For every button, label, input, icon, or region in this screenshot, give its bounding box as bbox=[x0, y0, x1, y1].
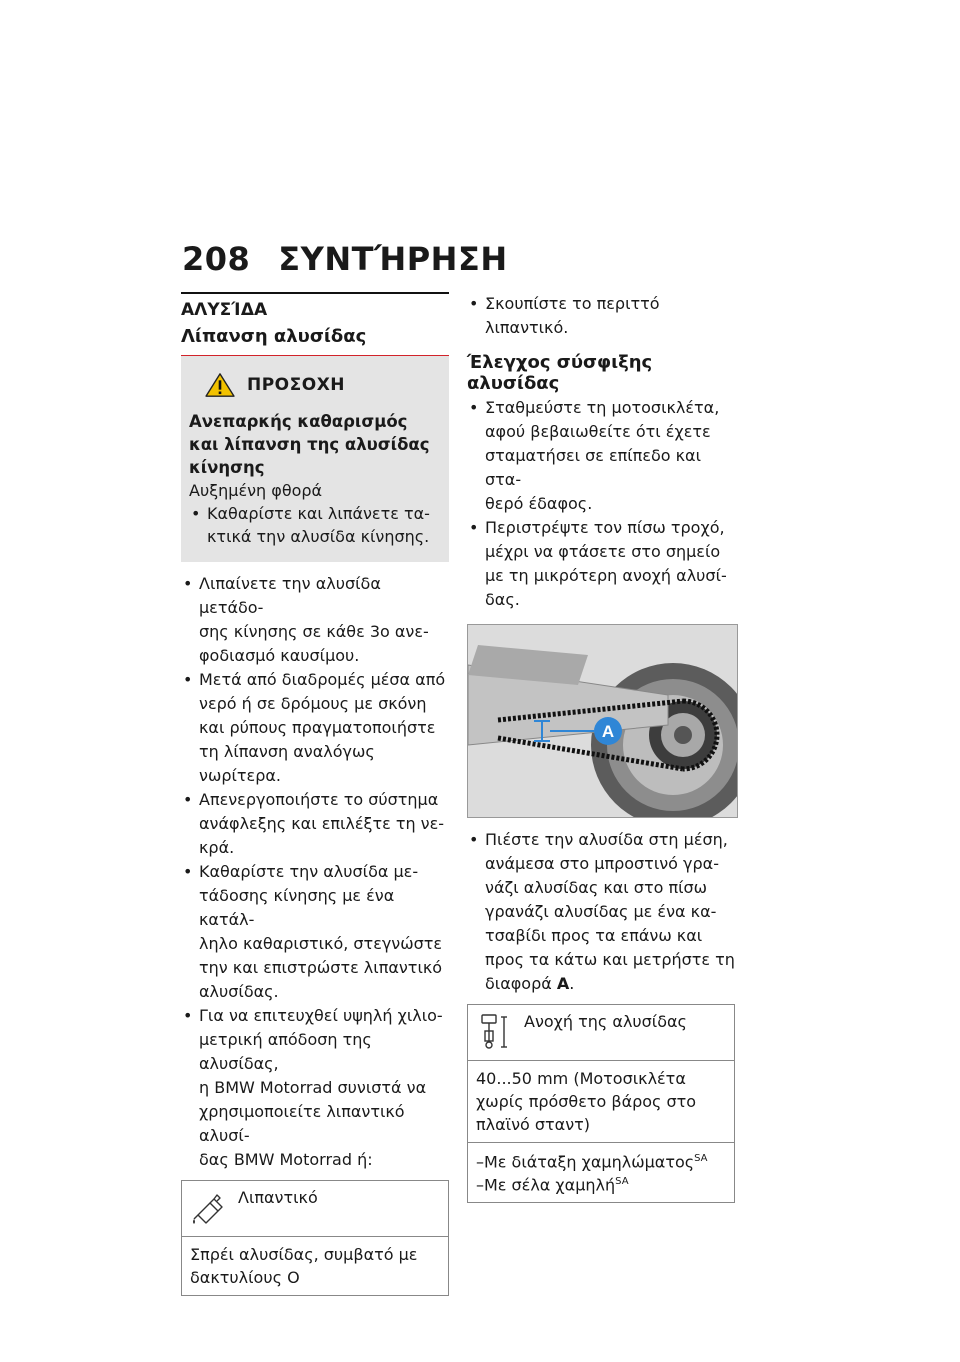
text-line: κτικά την αλυσίδα κίνησης. bbox=[207, 527, 430, 546]
chain-slack-spec-header bbox=[468, 1005, 734, 1061]
condition-text: –Με σέλα χαμηλή bbox=[476, 1175, 616, 1195]
text-line: αλυσίδας. bbox=[199, 982, 279, 1001]
text-fragment: . bbox=[569, 974, 575, 993]
list-item bbox=[467, 516, 735, 612]
text-line: ανάφλεξης και επιλέξτε τη νε- bbox=[199, 814, 445, 833]
text-line: φοδιασμό καυσίμου. bbox=[199, 646, 360, 665]
lubricant-spec-header bbox=[182, 1181, 448, 1237]
chain-photo bbox=[467, 624, 738, 818]
page-number: 208 bbox=[182, 240, 251, 278]
motorcycle-rear-illustration bbox=[468, 625, 737, 817]
caution-header bbox=[189, 370, 439, 400]
text-line: • Περιστρέψτε τον πίσω τροχό, bbox=[485, 518, 725, 537]
list-item bbox=[467, 828, 735, 996]
text-line: χρησιμοποιείτε λιπαντικό αλυσί- bbox=[199, 1102, 405, 1145]
measure-step bbox=[467, 828, 735, 996]
text-line: • Σταθμεύστε τη μοτοσικλέτα, bbox=[485, 398, 720, 417]
lubricant-label: Λιπαντικό bbox=[238, 1188, 318, 1207]
text-line: νάζι αλυσίδας και στο πίσω bbox=[485, 878, 708, 897]
text-line: δας BMW Motorrad ή: bbox=[199, 1150, 373, 1169]
oil-can-icon bbox=[190, 1187, 230, 1227]
sa-badge: SA bbox=[615, 1176, 629, 1188]
caution-title-line: κίνησης bbox=[189, 458, 265, 477]
text-line: μέχρι να φτάσετε στο σημείο bbox=[485, 542, 721, 561]
text-line: τσαβίδι προς τα επάνω και bbox=[485, 926, 703, 945]
text-line: δακτυλίους O bbox=[190, 1268, 300, 1287]
section-title: ΑΛΥΣΊΔΑ bbox=[181, 292, 449, 322]
list-item bbox=[181, 572, 449, 668]
chain-slack-value bbox=[468, 1061, 734, 1143]
text-line: • Απενεργοποιήστε το σύστημα bbox=[199, 790, 439, 809]
text-line: χωρίς πρόσθετο βάρος στο bbox=[476, 1092, 697, 1111]
chain-slack-spec-box bbox=[467, 1004, 735, 1203]
condition-text: –Με διάταξη χαμηλώματος bbox=[476, 1152, 695, 1172]
list-item: • Σκουπίστε το περιττό λιπαντικό. bbox=[467, 292, 735, 340]
subsection-title-lubrication: Λίπανση αλυσίδας bbox=[181, 326, 449, 356]
caution-action-item bbox=[189, 502, 439, 548]
warning-triangle-icon bbox=[203, 372, 237, 398]
text-line: • Λιπαίνετε την αλυσίδα μετάδο- bbox=[199, 574, 381, 617]
text-line: ληλο καθαριστικό, στεγνώστε bbox=[199, 934, 443, 953]
right-column bbox=[467, 292, 735, 1203]
left-column bbox=[181, 292, 449, 1296]
reference-a: A bbox=[556, 974, 570, 993]
list-item bbox=[181, 788, 449, 860]
condition-item bbox=[476, 1172, 726, 1195]
subsection-title-chain-slack: Έλεγχος σύσφιξης αλυσίδας bbox=[467, 352, 653, 394]
callout-a: A bbox=[601, 722, 615, 741]
text-line: θερό έδαφος. bbox=[485, 494, 593, 513]
list-item bbox=[467, 396, 735, 516]
list-item bbox=[181, 860, 449, 1004]
text-line: ανάμεσα στο μπροστινό γρα- bbox=[485, 854, 719, 873]
text-line: και ρύπους πραγματοποιήστε bbox=[199, 718, 436, 737]
lubricant-spec-box bbox=[181, 1180, 449, 1296]
text-line: η BMW Motorrad συνιστά να bbox=[199, 1078, 427, 1097]
text-line: την και επιστρώστε λιπαντικό bbox=[199, 958, 443, 977]
text-line: Σπρέι αλυσίδας, συμβατό με bbox=[190, 1245, 418, 1264]
caution-actions bbox=[189, 502, 439, 548]
caution-label: ΠΡΟΣΟΧΗ bbox=[247, 375, 346, 395]
text-line: σταματήσει σε επίπεδο και στα- bbox=[485, 446, 702, 489]
lubrication-steps bbox=[181, 572, 449, 1172]
caution-title bbox=[189, 410, 439, 479]
text-line: νερό ή σε δρόμους με σκόνη bbox=[199, 694, 427, 713]
text-line: • Καθαρίστε και λιπάνετε τα- bbox=[207, 504, 430, 523]
text-line: τη λίπανση αναλόγως νωρίτερα. bbox=[199, 742, 375, 785]
chapter-title: ΣΥΝΤΉΡΗΣΗ bbox=[278, 240, 508, 278]
text-line: αφού βεβαιωθείτε ότι έχετε bbox=[485, 422, 711, 441]
chain-slack-steps bbox=[467, 396, 735, 612]
text-line: μετρική απόδοση της αλυσίδας, bbox=[199, 1030, 372, 1073]
text-line: 40...50 mm (Μοτοσικλέτα bbox=[476, 1069, 686, 1088]
caution-box bbox=[181, 356, 449, 562]
text-line: σης κίνησης σε κάθε 3ο ανε- bbox=[199, 622, 429, 641]
chain-slack-conditions bbox=[468, 1143, 734, 1202]
list-item bbox=[181, 668, 449, 788]
text-line: προς τα κάτω και μετρήστε τη bbox=[485, 950, 735, 969]
text-line: • Καθαρίστε την αλυσίδα με- bbox=[199, 862, 419, 881]
text-line: • Για να επιτευχθεί υψηλή χιλιο- bbox=[199, 1006, 443, 1025]
caution-consequence: Αυξημένη φθορά bbox=[189, 481, 323, 500]
caution-title-line: Ανεπαρκής καθαρισμός bbox=[189, 412, 408, 431]
wipe-step bbox=[467, 292, 735, 340]
chain-slack-label: Ανοχή της αλυσίδας bbox=[524, 1012, 687, 1031]
lubricant-value bbox=[182, 1237, 448, 1295]
text-line: • Πιέστε την αλυσίδα στη μέση, bbox=[485, 830, 728, 849]
chain-slack-gauge-icon bbox=[476, 1011, 516, 1051]
text-line: με τη μικρότερη ανοχή αλυσί- bbox=[485, 566, 727, 585]
list-item bbox=[181, 1004, 449, 1172]
text-line: δας. bbox=[485, 590, 520, 609]
page-header bbox=[182, 240, 508, 278]
text-fragment: διαφορά bbox=[485, 974, 557, 993]
text-line: κρά. bbox=[199, 838, 235, 857]
text-line: γρανάζι αλυσίδας με ένα κα- bbox=[485, 902, 717, 921]
text-line: τάδοσης κίνησης με ένα κατάλ- bbox=[199, 886, 395, 929]
sa-badge: SA bbox=[694, 1153, 708, 1164]
condition-item bbox=[476, 1149, 726, 1172]
caution-title-line: και λίπανση της αλυσίδας bbox=[189, 435, 430, 454]
text-line bbox=[485, 972, 735, 996]
text-line: • Μετά από διαδρομές μέσα από bbox=[199, 670, 446, 689]
text-line: πλαϊνό σταντ) bbox=[476, 1115, 591, 1134]
